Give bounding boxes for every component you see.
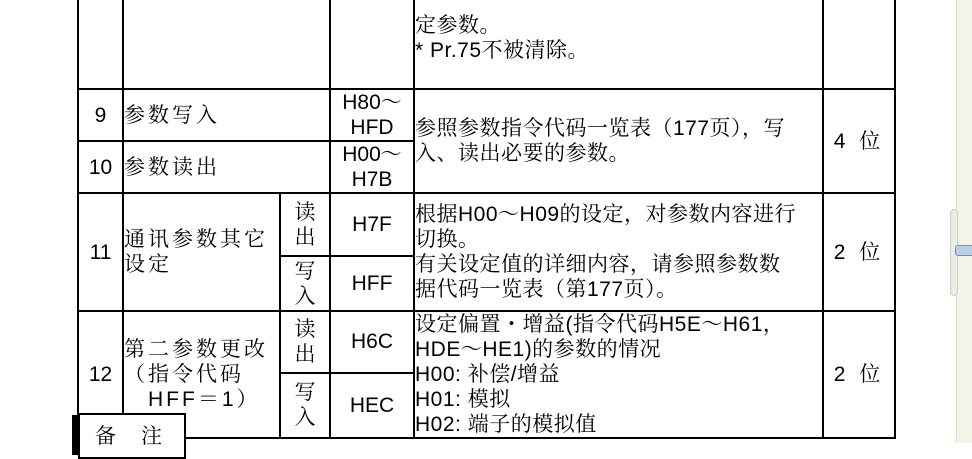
carryover-code-cell: [330, 0, 414, 89]
row9-number-cell: 9: [78, 89, 123, 141]
row11-read-label-cell: 读 出: [280, 193, 330, 256]
row11-write-label-cell: 写 入: [280, 256, 330, 311]
row11-description-cell: 根据H00～H09的设定，对参数内容进行 切换。 有关设定值的详细内容，请参照参数数 据代码一览表（第177页）。: [414, 193, 823, 311]
row12-description-cell: 设定偏置・增益(指令代码H5E～H61， HDE～HE1)的参数的情况 H00: 补偿/增益 H01: 模拟 H02: 端子的模拟值: [414, 311, 823, 438]
row9-name-cell: 参数写入: [123, 89, 330, 141]
scrollbar-thumb[interactable]: [955, 245, 972, 256]
row11-write-code-cell: HFF: [330, 256, 414, 311]
row12-write-code-cell: HEC: [330, 373, 414, 438]
carryover-name-cell: [123, 0, 330, 89]
row12-read-code-cell: H6C: [330, 311, 414, 373]
row11-number-cell: 11: [78, 193, 123, 311]
command-code-table: [77, 0, 896, 439]
row11-name-cell: 通讯参数其它 设定: [123, 193, 280, 311]
carryover-bits-cell: [823, 0, 895, 89]
row12-write-label-cell: 写 入: [280, 373, 330, 438]
table-row-12-read: [78, 311, 895, 373]
row12-read-label-cell: 读 出: [280, 311, 330, 373]
remark-section-title: 备 注: [95, 425, 164, 448]
row11-read-code-cell: H7F: [330, 193, 414, 256]
carryover-description-cell: [414, 0, 823, 89]
row10-code-cell: H00～ H7B: [330, 141, 414, 193]
table-row-9: [78, 89, 895, 141]
table-row-11-read: [78, 193, 895, 256]
row12-bits-cell: 2 位: [823, 311, 895, 438]
row9-code-cell: H80～ HFD: [330, 89, 414, 141]
row11-bits-cell: 2 位: [823, 193, 895, 311]
rows9-10-description-cell: 参照参数指令代码一览表（177页），写 入、读出必要的参数。: [414, 89, 823, 193]
rows9-10-bits-cell: 4 位: [823, 89, 895, 193]
carryover-description-text: 定参数。 * Pr.75不被清除。: [415, 14, 590, 62]
row12-number-cell: 12: [78, 311, 123, 438]
row10-name-cell: 参数读出: [123, 141, 330, 193]
row10-number-cell: 10: [78, 141, 123, 193]
row12-name-cell: 第二参数更改 （指令代码 HFF＝1）: [123, 311, 280, 438]
window-edge-strip: [956, 0, 972, 443]
carryover-number-cell: [78, 0, 123, 89]
table-row-carryover: [78, 0, 895, 89]
